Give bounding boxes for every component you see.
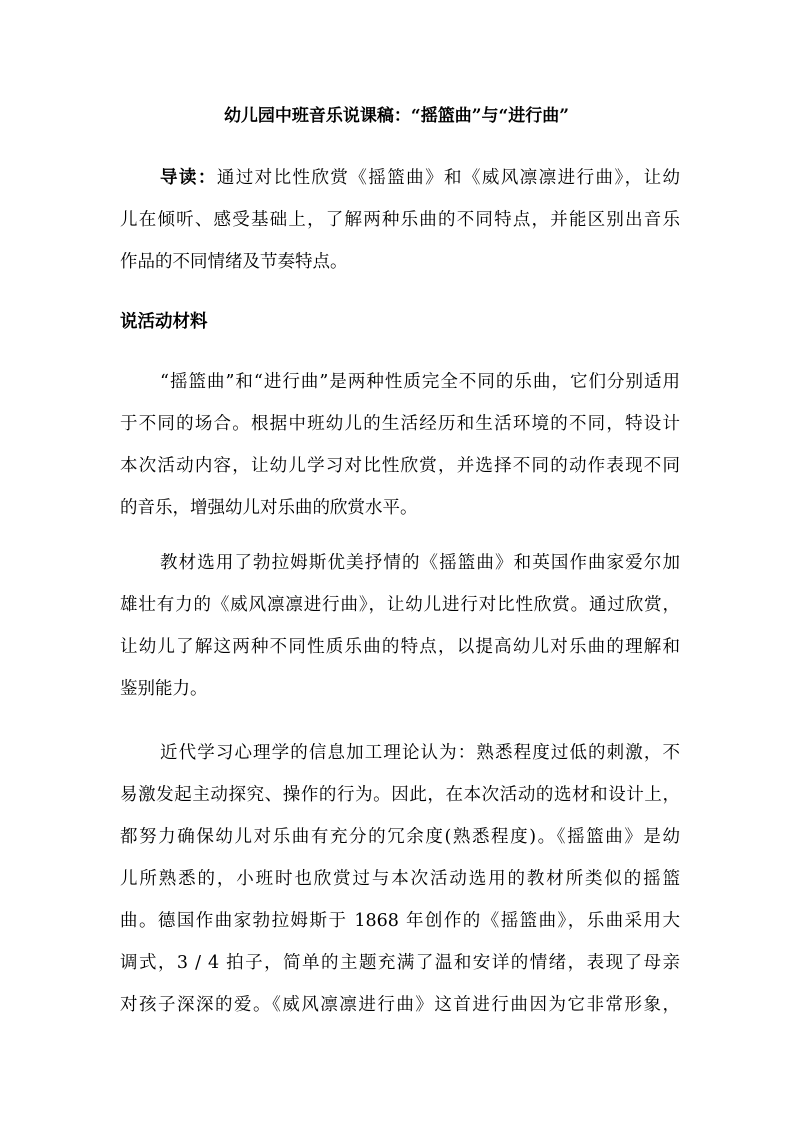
paragraph-line: 教材选用了勃拉姆斯优美抒情的《摇篮曲》和英国作曲家爱尔加 — [160, 553, 680, 573]
section-heading: 说活动材料 — [120, 312, 208, 332]
paragraph-line: “摇篮曲”和“进行曲”是两种性质完全不同的乐曲，它们分别适用 — [160, 372, 680, 392]
intro-paragraph — [120, 157, 680, 283]
body-paragraph — [120, 542, 680, 710]
document-title: 幼儿园中班音乐说课稿：“摇篮曲”与“进行曲” — [223, 106, 570, 126]
paragraph-line: 对孩子深深的爱。《威风凛凛进行曲》这首进行曲因为它非常形象， — [120, 995, 680, 1015]
paragraph-line: 雄壮有力的《威风凛凛进行曲》，让幼儿进行对比性欣赏。通过欣赏， — [120, 595, 680, 615]
body-paragraph — [120, 732, 680, 1026]
body-paragraph — [120, 361, 680, 529]
intro-line-text: 通过对比性欣赏《摇篮曲》和《威风凛凛进行曲》，让幼 — [216, 168, 680, 188]
intro-line: 儿在倾听、感受基础上，了解两种乐曲的不同特点，并能区别出音乐 — [120, 210, 680, 230]
paragraph-line: 曲。德国作曲家勃拉姆斯于 1868 年创作的《摇篮曲》，乐曲采用大 — [120, 911, 680, 931]
intro-line: 作品的不同情绪及节奏特点。 — [120, 252, 348, 272]
paragraph-line: 调式，3 / 4 拍子，简单的主题充满了温和安详的情绪，表现了母亲 — [120, 953, 680, 973]
paragraph-line: 近代学习心理学的信息加工理论认为：熟悉程度过低的刺激，不 — [160, 743, 680, 763]
paragraph-line: 的音乐，增强幼儿对乐曲的欣赏水平。 — [120, 498, 418, 518]
paragraph-line: 于不同的场合。根据中班幼儿的生活经历和生活环境的不同，特设计 — [120, 414, 680, 434]
paragraph-line: 让幼儿了解这两种不同性质乐曲的特点，以提高幼儿对乐曲的理解和 — [120, 637, 680, 657]
paragraph-line: 鉴别能力。 — [120, 679, 208, 699]
paragraph-line: 儿所熟悉的，小班时也欣赏过与本次活动选用的教材所类似的摇篮 — [120, 869, 680, 889]
paragraph-line: 都努力确保幼儿对乐曲有充分的冗余度(熟悉程度)。《摇篮曲》是幼 — [120, 827, 680, 847]
intro-label: 导读： — [160, 168, 217, 188]
intro-line — [120, 157, 680, 199]
paragraph-line: 本次活动内容，让幼儿学习对比性欣赏，并选择不同的动作表现不同 — [120, 456, 680, 476]
paragraph-line: 易激发起主动探究、操作的行为。因此，在本次活动的选材和设计上， — [120, 785, 680, 805]
